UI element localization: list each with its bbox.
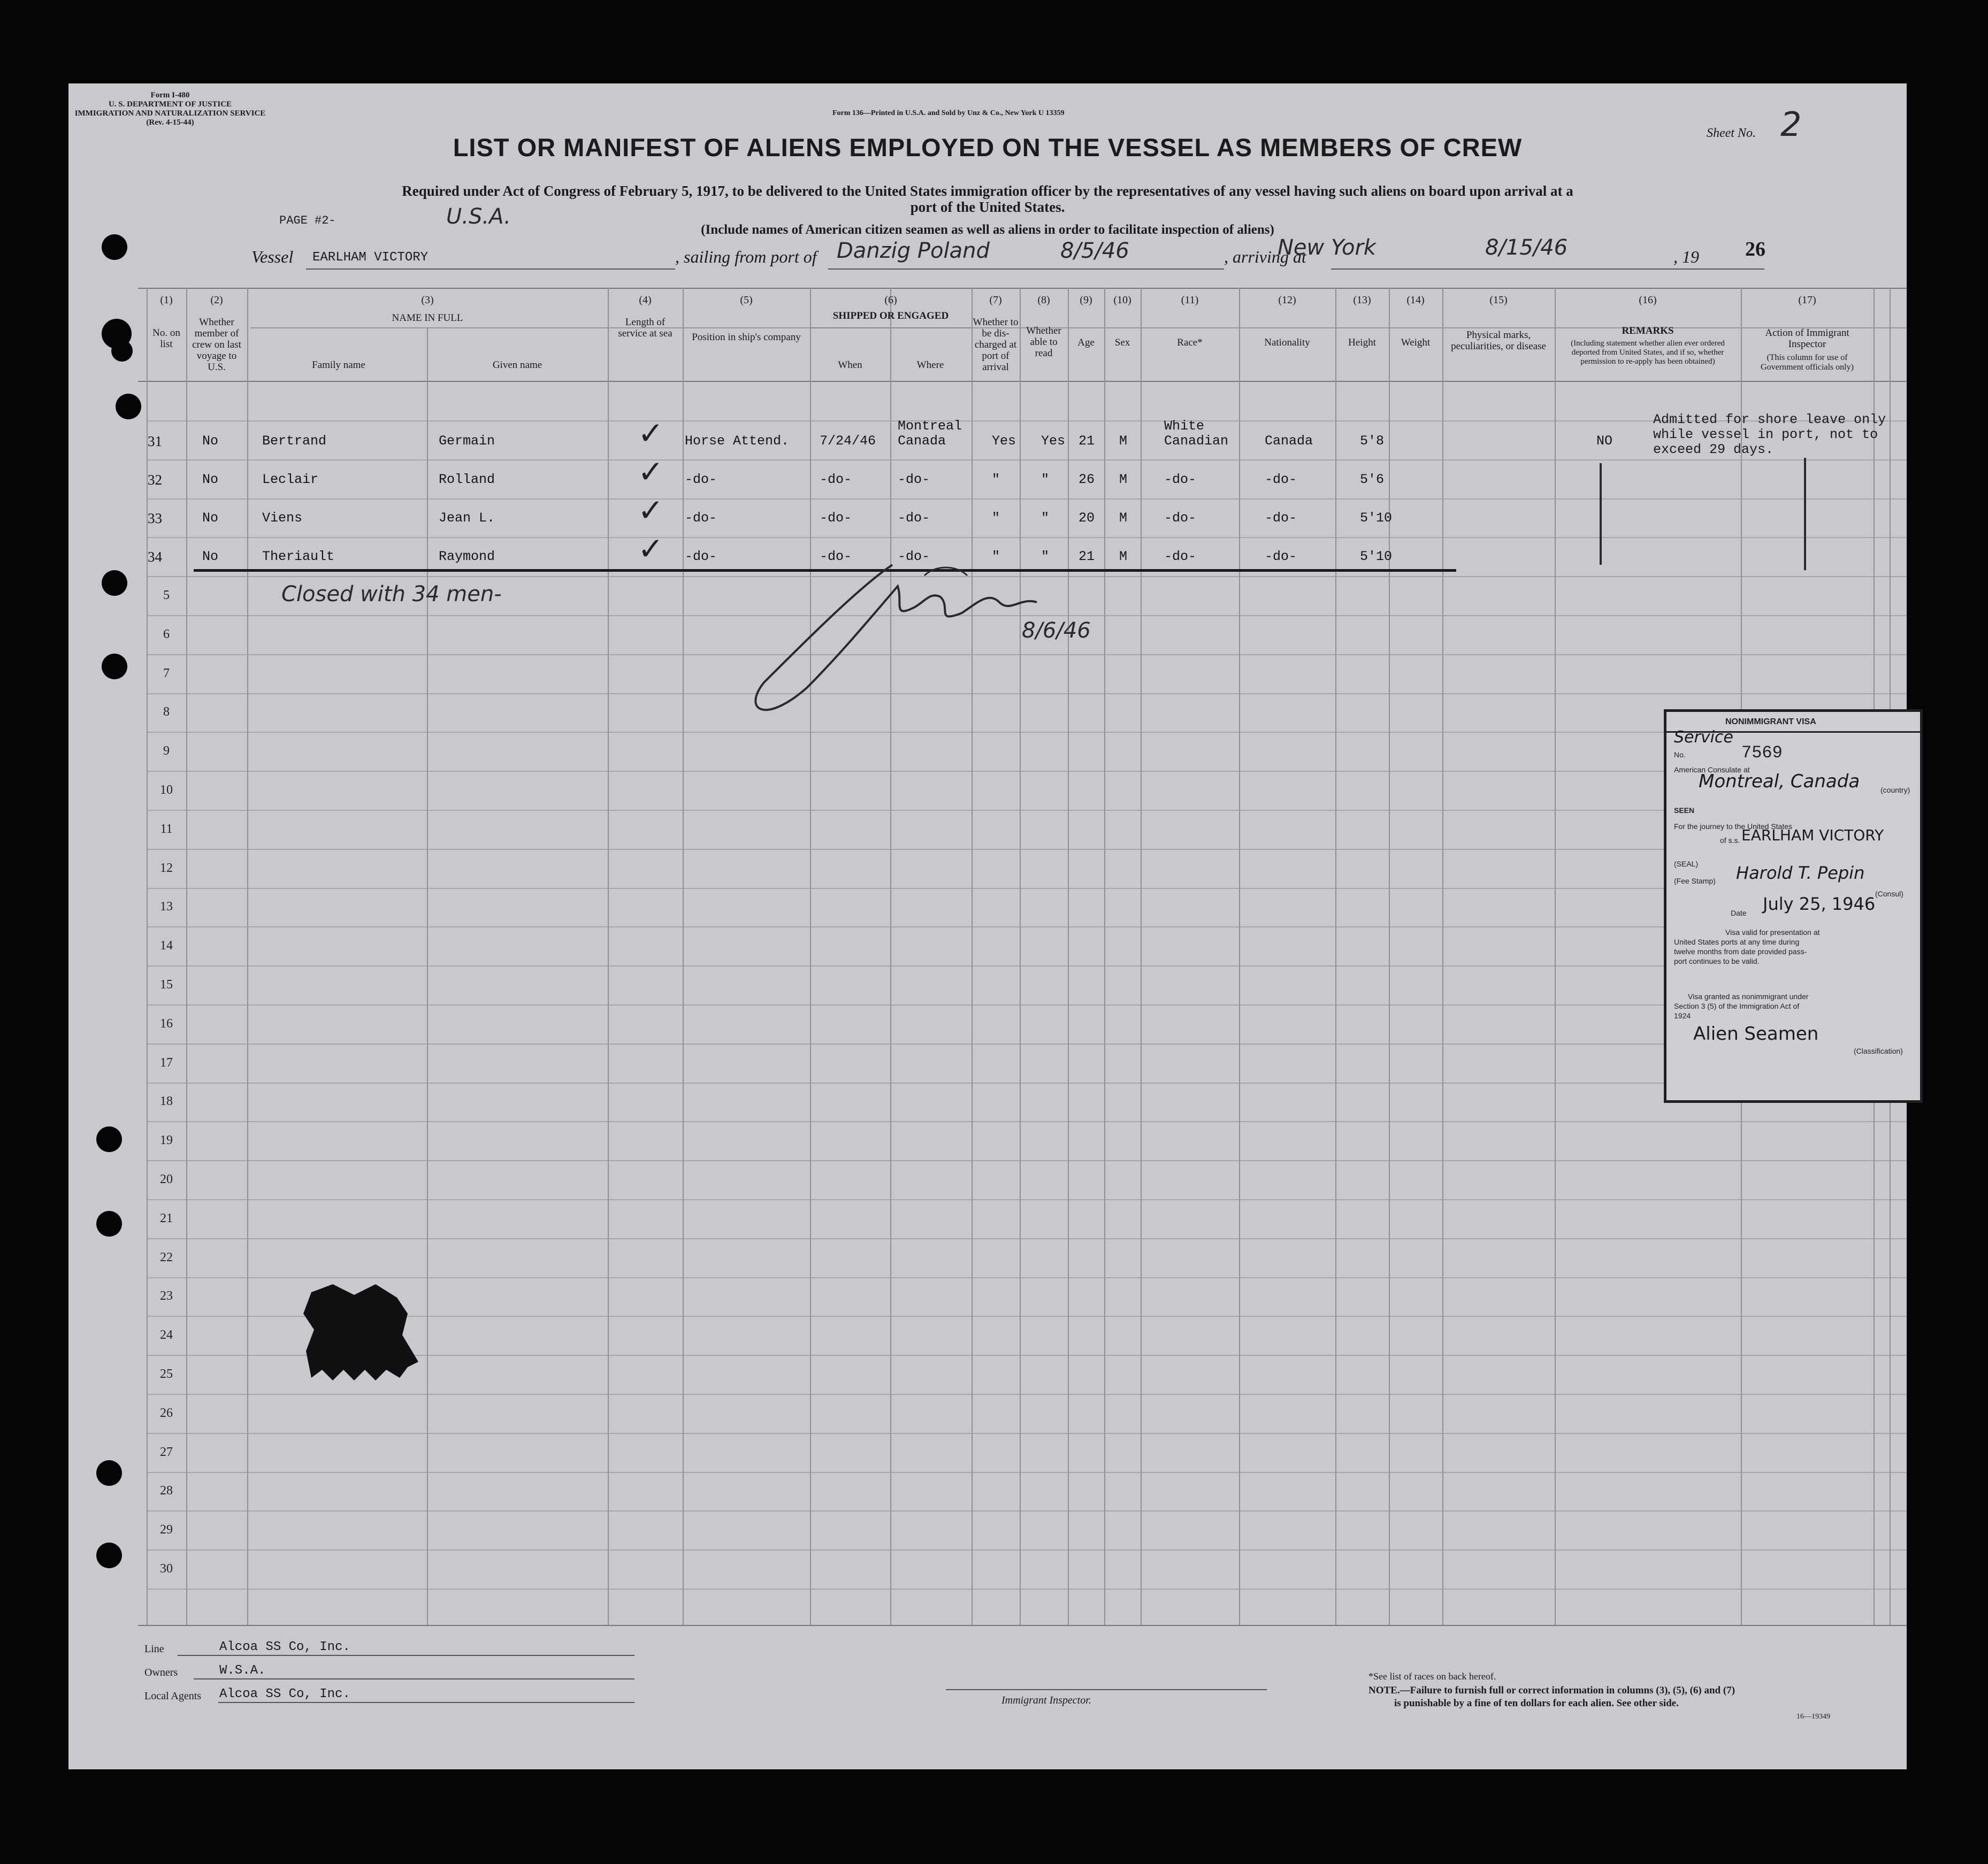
col-13-number: (13) xyxy=(1353,294,1371,306)
col-1-label: No. on list xyxy=(152,327,180,350)
row-number: 34 xyxy=(148,549,162,565)
stamp-valid-2: United States ports at any time during xyxy=(1674,938,1800,946)
department-name: U. S. DEPARTMENT OF JUSTICE xyxy=(108,100,232,109)
row-rule xyxy=(147,1044,1907,1045)
row-rule xyxy=(147,849,1907,850)
form-revision: (Rev. 4-15-44) xyxy=(146,118,194,127)
given-name: Rolland xyxy=(439,472,495,487)
stamp-no-label: No. xyxy=(1674,750,1686,759)
footer-note-1: NOTE.—Failure to furnish full or correct information in columns (3), (5), (6) and (7) xyxy=(1368,1685,1735,1696)
stamp-classification: Alien Seamen xyxy=(1693,1023,1819,1045)
col-17-number: (17) xyxy=(1798,294,1816,306)
column-divider xyxy=(427,327,428,1625)
arriving-label: , arriving at xyxy=(1224,247,1306,266)
column-divider xyxy=(247,288,248,1625)
punch-hole xyxy=(96,1211,122,1237)
arriving-date: 8/15/46 xyxy=(1485,235,1568,260)
punch-hole xyxy=(116,394,141,419)
prev-voyage: No xyxy=(202,433,219,449)
row-rule xyxy=(147,1394,1907,1395)
punch-hole xyxy=(111,340,133,362)
row-rule xyxy=(147,926,1907,927)
stamp-consul-label: (Consul) xyxy=(1875,889,1903,898)
shipped-when: -do- xyxy=(820,510,852,526)
column-divider xyxy=(1442,288,1443,1625)
sailing-label: , sailing from port of xyxy=(675,247,817,266)
col-12-label: Nationality xyxy=(1264,337,1310,348)
col-10-label: Sex xyxy=(1114,337,1130,348)
footer-note-2: is punishable by a fine of ten dollars for each alien. See other side. xyxy=(1394,1698,1679,1709)
remarks: NO xyxy=(1596,433,1613,449)
height: 5'6 xyxy=(1360,472,1385,487)
printed-row-number: 21 xyxy=(160,1211,173,1225)
row-rule xyxy=(147,732,1907,733)
stamp-place: Montreal, Canada xyxy=(1699,771,1860,792)
shipped-when: 7/24/46 xyxy=(820,433,876,449)
form-number: Form I-480 xyxy=(150,91,190,99)
inspector-signature xyxy=(732,554,1064,725)
height: 5'10 xyxy=(1360,549,1393,564)
column-divider xyxy=(1068,288,1069,1625)
column-divider xyxy=(1104,288,1105,1625)
col-3-label: NAME IN FULL xyxy=(392,312,463,324)
discharged: " xyxy=(992,549,1000,564)
col-4-number: (4) xyxy=(639,294,652,306)
sailing-date: 8/5/46 xyxy=(1060,239,1129,263)
sex: M xyxy=(1119,510,1128,526)
prev-voyage: No xyxy=(202,549,219,564)
printed-row-number: 18 xyxy=(160,1094,173,1109)
position: -do- xyxy=(685,549,717,564)
race: White xyxy=(1164,418,1205,434)
row-rule xyxy=(147,1433,1907,1434)
col-2-number: (2) xyxy=(210,294,223,306)
row-rule xyxy=(147,1004,1907,1006)
row-number: 31 xyxy=(148,433,162,449)
punch-hole xyxy=(96,1126,122,1152)
column-divider xyxy=(1141,288,1142,1625)
stamp-valid-1: Visa valid for presentation at xyxy=(1725,928,1820,937)
family-name: Viens xyxy=(262,510,303,526)
stamp-fee-label: (Fee Stamp) xyxy=(1674,877,1716,885)
given-name: Germain xyxy=(439,433,495,449)
stamp-date: July 25, 1946 xyxy=(1763,894,1876,914)
col-17-sublabel: (This column for use of Government officials only) xyxy=(1761,353,1854,372)
col-7-label: Whether to be dis-charged at port of arrival xyxy=(973,317,1019,373)
printed-row-number: 30 xyxy=(160,1562,173,1576)
shipped-when: -do- xyxy=(820,472,852,487)
col-7-number: (7) xyxy=(989,294,1002,306)
printed-row-number: 28 xyxy=(160,1484,173,1498)
action-line-2: while vessel in port, not to xyxy=(1653,427,1878,442)
printed-row-number: 26 xyxy=(160,1406,173,1420)
printed-row-number: 25 xyxy=(160,1367,173,1381)
page-title: LIST OR MANIFEST OF ALIENS EMPLOYED ON THE VESSEL AS MEMBERS OF CREW xyxy=(453,133,1523,162)
service-name: IMMIGRATION AND NATURALIZATION SERVICE xyxy=(74,109,266,118)
col-6-label: SHIPPED OR ENGAGED xyxy=(832,310,949,321)
page-label: PAGE #2- xyxy=(279,214,336,227)
footer-inspector-label: Immigrant Inspector. xyxy=(1001,1694,1091,1706)
col-14-number: (14) xyxy=(1406,294,1425,306)
column-divider xyxy=(1020,288,1021,1625)
usa-note: U.S.A. xyxy=(446,204,511,229)
column-divider xyxy=(1335,288,1336,1625)
action-line-1: Admitted for shore leave only xyxy=(1653,412,1886,427)
discharged: " xyxy=(992,510,1000,526)
check-mark-icon: ✓ xyxy=(638,531,664,567)
row-rule xyxy=(147,810,1907,811)
col-5-label: Position in ship's company xyxy=(692,332,801,343)
sheet-label: Sheet No. xyxy=(1707,126,1756,140)
stamp-ss-label: of s.s. xyxy=(1720,836,1740,845)
stamp-number: 7569 xyxy=(1741,743,1783,763)
vessel-label: Vessel xyxy=(251,247,294,266)
col-17-label: Action of Immigrant Inspector xyxy=(1765,327,1849,350)
arriving-port: New York xyxy=(1278,235,1377,260)
stamp-country-label: (country) xyxy=(1880,786,1910,794)
race: -do- xyxy=(1164,549,1197,564)
col-2-label: Whether member of crew on last voyage to U.S. xyxy=(192,317,241,373)
printed-row-number: 8 xyxy=(163,705,170,719)
stamp-journey-label: For the journey to the United States xyxy=(1674,822,1793,831)
year-suffix: 26 xyxy=(1745,238,1765,260)
col-6-number: (6) xyxy=(884,294,897,306)
sheet-number: 2 xyxy=(1780,105,1802,144)
col-3-family-label: Family name xyxy=(312,359,365,371)
row-rule xyxy=(147,1589,1907,1590)
family-name: Leclair xyxy=(262,472,319,487)
col-15-number: (15) xyxy=(1489,294,1508,306)
stamp-seal-label: (SEAL) xyxy=(1674,860,1699,868)
col-16-label: REMARKS xyxy=(1622,325,1674,336)
printer-line: Form 136—Printed in U.S.A. and Sold by Unz & Co., New York U 13359 xyxy=(832,109,1065,117)
include-note: (Include names of American citizen seamen as well as aliens in order to facilitate inspection of aliens) xyxy=(701,223,1274,237)
vessel-name: EARLHAM VICTORY xyxy=(312,250,429,265)
printed-row-number: 5 xyxy=(163,588,170,602)
col-12-number: (12) xyxy=(1278,294,1296,306)
visa-stamp xyxy=(1664,709,1923,1103)
shipped-where: Montreal xyxy=(898,418,962,434)
stamp-granted-1: Visa granted as nonimmigrant under xyxy=(1688,992,1809,1001)
signature-date: 8/6/46 xyxy=(1022,618,1091,643)
shipped-when: -do- xyxy=(820,549,852,564)
age: 21 xyxy=(1079,433,1095,449)
row-rule xyxy=(147,459,1907,461)
col-14-label: Weight xyxy=(1401,337,1431,348)
stamp-header: NONIMMIGRANT VISA xyxy=(1725,717,1816,726)
row-number: 33 xyxy=(148,510,162,526)
printed-row-number: 27 xyxy=(160,1445,173,1459)
printed-row-number: 11 xyxy=(160,822,173,836)
sex: M xyxy=(1119,433,1128,449)
col-9-number: (9) xyxy=(1080,294,1092,306)
col-8-number: (8) xyxy=(1037,294,1050,306)
printed-row-number: 10 xyxy=(160,783,173,797)
closed-note: Closed with 34 men- xyxy=(281,582,502,607)
given-name: Raymond xyxy=(439,549,495,564)
shipped-where: -do- xyxy=(898,472,930,487)
age: 21 xyxy=(1079,549,1095,564)
footer-agents-label: Local Agents xyxy=(144,1690,202,1702)
row-rule xyxy=(147,498,1907,500)
age: 26 xyxy=(1079,472,1095,487)
punch-hole xyxy=(96,1460,122,1486)
footer-owners-label: Owners xyxy=(144,1667,178,1678)
printed-row-number: 20 xyxy=(160,1172,173,1186)
col-1-number: (1) xyxy=(160,294,173,306)
printed-row-number: 12 xyxy=(160,861,173,875)
row-number: 32 xyxy=(148,472,162,488)
able-to-read: Yes xyxy=(1041,433,1066,449)
column-divider xyxy=(810,288,811,1625)
printed-row-number: 22 xyxy=(160,1250,173,1264)
prev-voyage: No xyxy=(202,510,219,526)
col-8-label: Whether able to read xyxy=(1026,325,1061,359)
stamp-date-label: Date xyxy=(1731,909,1747,917)
col-11-number: (11) xyxy=(1181,294,1199,306)
row-rule xyxy=(147,1199,1907,1200)
row-rule xyxy=(147,1510,1907,1512)
check-mark-icon: ✓ xyxy=(638,454,664,490)
family-name: Theriault xyxy=(262,549,335,564)
stamp-consul-signature: Harold T. Pepin xyxy=(1736,863,1865,883)
remarks-bracket xyxy=(1600,463,1602,565)
shipped-where: -do- xyxy=(898,549,930,564)
punch-hole xyxy=(96,1543,122,1568)
column-divider xyxy=(1239,288,1240,1625)
able-to-read: " xyxy=(1041,472,1050,487)
punch-hole xyxy=(102,654,127,679)
row-rule xyxy=(147,771,1907,772)
row-rule xyxy=(147,965,1907,966)
race-2: Canadian xyxy=(1164,433,1229,449)
col-5-number: (5) xyxy=(740,294,753,306)
printed-row-number: 29 xyxy=(160,1523,173,1537)
printed-row-number: 15 xyxy=(160,978,173,992)
age: 20 xyxy=(1079,510,1095,526)
torn-patch xyxy=(301,1282,429,1383)
footer-line-value: Alcoa SS Co, Inc. xyxy=(219,1640,350,1654)
col-16-number: (16) xyxy=(1639,294,1657,306)
manifest-sheet xyxy=(68,83,1910,1769)
col-3-given-label: Given name xyxy=(492,359,542,371)
column-divider xyxy=(147,288,148,1625)
sailing-port: Danzig Poland xyxy=(837,239,990,263)
row-rule xyxy=(147,1550,1907,1551)
column-divider xyxy=(1555,288,1556,1625)
height: 5'8 xyxy=(1360,433,1385,449)
nationality: -do- xyxy=(1265,472,1297,487)
subtitle-line-2: port of the United States. xyxy=(910,199,1065,215)
printed-row-number: 19 xyxy=(160,1133,173,1148)
race: -do- xyxy=(1164,510,1197,526)
stamp-service-label: Service xyxy=(1674,728,1733,747)
stamp-seen-label: SEEN xyxy=(1674,806,1695,815)
stamp-consulate-label: American Consulate at xyxy=(1674,765,1750,774)
col-4-label: Length of service at sea xyxy=(618,317,672,339)
stamp-valid-4: port continues to be valid. xyxy=(1674,957,1760,965)
row-rule xyxy=(147,537,1907,538)
printed-row-number: 23 xyxy=(160,1289,173,1303)
year-prefix: , 19 xyxy=(1673,247,1699,266)
row-rule xyxy=(147,1238,1907,1239)
footer-agents-value: Alcoa SS Co, Inc. xyxy=(219,1687,350,1701)
col-3-number: (3) xyxy=(421,294,434,306)
printed-row-number: 17 xyxy=(160,1055,173,1070)
able-to-read: " xyxy=(1041,510,1050,526)
col-6-when-label: When xyxy=(838,359,862,371)
column-divider xyxy=(1389,288,1390,1625)
column-divider xyxy=(972,288,973,1625)
check-mark-icon: ✓ xyxy=(638,492,664,528)
row-rule xyxy=(147,1472,1907,1473)
punch-hole xyxy=(102,234,127,260)
row-rule xyxy=(147,1083,1907,1084)
subtitle-line-1: Required under Act of Congress of February 5, 1917, to be delivered to the United States immigration officer by the representatives of any vessel having such aliens on board upon arrival at a xyxy=(402,183,1573,199)
sex: M xyxy=(1119,549,1128,564)
printed-row-number: 14 xyxy=(160,939,173,953)
footer-form-code: 16—19349 xyxy=(1796,1713,1830,1721)
col-16-sublabel: (Including statement whether alien ever ordered deported from United States, and if so, whether permission to re-apply has been obtained) xyxy=(1571,339,1725,366)
printed-row-number: 9 xyxy=(163,744,170,758)
printed-row-number: 13 xyxy=(160,900,173,914)
punch-hole xyxy=(102,570,127,596)
footer-owners-value: W.S.A. xyxy=(219,1663,266,1678)
row-rule xyxy=(147,888,1907,889)
nationality: Canada xyxy=(1265,433,1313,449)
footer-races-note: *See list of races on back hereof. xyxy=(1368,1671,1496,1682)
column-divider xyxy=(890,288,891,1625)
form-header-block xyxy=(68,91,272,127)
row-rule xyxy=(147,1277,1907,1278)
sex: M xyxy=(1119,472,1128,487)
position: -do- xyxy=(685,472,717,487)
column-divider xyxy=(683,288,684,1625)
printed-row-number: 16 xyxy=(160,1016,173,1031)
discharged: " xyxy=(992,472,1000,487)
printed-row-number: 6 xyxy=(163,627,170,641)
row-rule xyxy=(147,1121,1907,1122)
prev-voyage: No xyxy=(202,472,219,487)
position: Horse Attend. xyxy=(685,433,790,449)
race: -do- xyxy=(1164,472,1197,487)
position: -do- xyxy=(685,510,717,526)
stamp-valid-3: twelve months from date provided pass- xyxy=(1674,947,1807,956)
printed-row-number: 24 xyxy=(160,1328,173,1343)
column-divider xyxy=(186,288,187,1625)
footer-line-label: Line xyxy=(144,1643,164,1655)
stamp-granted-3: 1924 xyxy=(1674,1011,1691,1020)
nationality: -do- xyxy=(1265,549,1297,564)
family-name: Bertrand xyxy=(262,433,327,449)
given-name: Jean L. xyxy=(439,510,495,526)
col-13-label: Height xyxy=(1348,337,1376,348)
nationality: -do- xyxy=(1265,510,1297,526)
shipped-where-2: Canada xyxy=(898,433,946,449)
height: 5'10 xyxy=(1360,510,1393,526)
printed-row-number: 7 xyxy=(163,666,170,680)
stamp-granted-2: Section 3 (5) of the Immigration Act of xyxy=(1674,1002,1800,1010)
discharged: Yes xyxy=(992,433,1016,449)
shipped-where: -do- xyxy=(898,510,930,526)
column-divider xyxy=(608,288,609,1625)
col-9-label: Age xyxy=(1077,337,1095,348)
stamp-ship: EARLHAM VICTORY xyxy=(1741,826,1884,844)
action-bracket xyxy=(1804,458,1806,570)
row-rule xyxy=(147,1160,1907,1161)
stamp-classification-label: (Classification) xyxy=(1854,1047,1903,1055)
col-15-label: Physical marks, peculiarities, or disease xyxy=(1451,329,1546,352)
able-to-read: " xyxy=(1041,549,1050,564)
row-rule xyxy=(147,420,1907,421)
col-11-label: Race* xyxy=(1177,337,1203,348)
col-10-number: (10) xyxy=(1113,294,1131,306)
check-mark-icon: ✓ xyxy=(638,415,664,451)
action-line-3: exceed 29 days. xyxy=(1653,442,1774,457)
col-6-where-label: Where xyxy=(916,359,944,371)
